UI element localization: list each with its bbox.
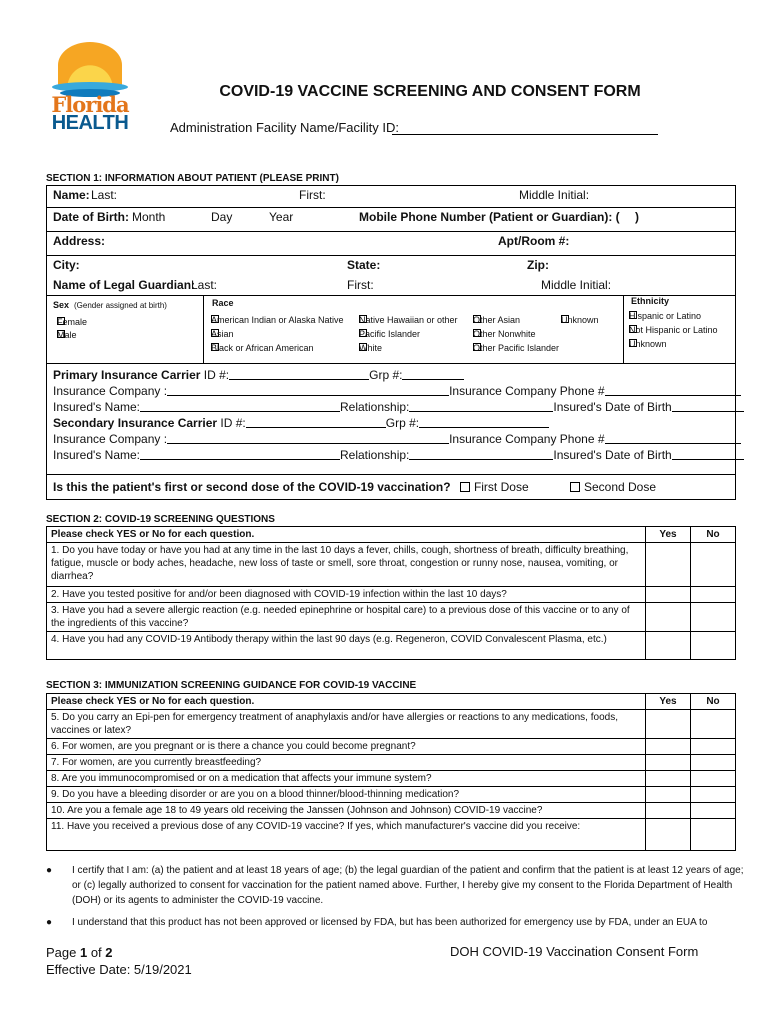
- florida-health-logo: [50, 42, 130, 134]
- question-3: 3. Have you had a severe allergic reaction (e.g. needed epinephrine or hospital care) to a previous dose of this vaccine or to any of the ingredients of this vaccine?: [47, 603, 646, 632]
- primary-company-input[interactable]: [167, 384, 449, 396]
- q6-yes-cell[interactable]: [646, 739, 691, 755]
- middle-initial-field[interactable]: Middle Initial:: [519, 188, 590, 202]
- dose-row: [53, 480, 656, 494]
- dob-year-field[interactable]: Year: [269, 210, 294, 224]
- section3-heading: SECTION 3: IMMUNIZATION SCREENING GUIDANCE FOR COVID-19 VACCINE: [46, 680, 417, 691]
- primary-insured-name-label: Insured's Name:: [53, 400, 140, 414]
- secondary-insured-dob-input[interactable]: [672, 448, 744, 460]
- page-number: Page 1 of 2: [46, 945, 113, 960]
- race-label: Race: [212, 298, 234, 308]
- primary-company-label: Insurance Company :: [53, 384, 168, 398]
- primary-relationship-input[interactable]: [409, 400, 553, 412]
- secondary-insured-dob-label: Insured's Date of Birth: [553, 448, 672, 462]
- primary-phone-label: Insurance Company Phone #: [449, 384, 605, 398]
- sex-note: (Gender assigned at birth): [74, 301, 167, 310]
- q11-no-cell[interactable]: [691, 819, 736, 851]
- question-1: 1. Do you have today or have you had at any time in the last 10 days a fever, chills, cough, shortness of breath, difficulty breathing, fatigue, muscle or body aches, headache, new loss of taste or smell, sore throat, congestion or runny nose, nausea, vomiting, or diarrhea?: [47, 543, 646, 587]
- effective-date: Effective Date: 5/19/2021: [46, 962, 192, 977]
- guardian-last-field[interactable]: Last:: [191, 278, 218, 292]
- q2-no-cell[interactable]: [691, 587, 736, 603]
- primary-phone-input[interactable]: [605, 384, 741, 396]
- q4-no-cell[interactable]: [691, 632, 736, 660]
- primary-insurance-label: Primary Insurance Carrier: [53, 368, 201, 382]
- certify-text-1: I certify that I am: (a) the patient and at least 18 years of age; (b) the legal guardian of the patient and confirm that the patient is at least 12 years of age; or (c) legally authorized to consent for vaccination for the patient named above. Further, I hereby give my consent to the Florida Department of Health (DOH) or its agents to administer the COVID-19 vaccine.: [72, 865, 744, 906]
- facility-label: Administration Facility Name/Facility ID:: [170, 120, 399, 135]
- state-field[interactable]: State:: [347, 258, 381, 272]
- primary-grp-label: Grp #:: [369, 368, 403, 382]
- primary-insured-row: [53, 400, 744, 414]
- primary-grp-input[interactable]: [402, 368, 464, 380]
- primary-id-input[interactable]: [229, 368, 369, 380]
- section3-instruction: Please check YES or No for each question.: [47, 694, 646, 710]
- secondary-id-label: ID #:: [220, 416, 246, 430]
- secondary-relationship-input[interactable]: [409, 448, 553, 460]
- q11-yes-cell[interactable]: [646, 819, 691, 851]
- question-5: 5. Do you carry an Epi-pen for emergency treatment of anaphylaxis and/or have allergies or reactions to any medications, foods, vaccines or latex?: [47, 710, 646, 739]
- zip-field[interactable]: Zip:: [527, 258, 549, 272]
- question-6: 6. For women, are you pregnant or is there a chance you could become pregnant?: [47, 739, 646, 755]
- secondary-company-label: Insurance Company :: [53, 432, 168, 446]
- first-name-field[interactable]: First:: [299, 188, 326, 202]
- yes-header: Yes: [646, 527, 691, 543]
- guardian-first-field[interactable]: First:: [347, 278, 374, 292]
- secondary-grp-input[interactable]: [419, 416, 549, 428]
- primary-insured-name-input[interactable]: [140, 400, 340, 412]
- phone-label: Mobile Phone Number (Patient or Guardian): (: [359, 210, 620, 224]
- apt-field[interactable]: Apt/Room #:: [498, 234, 570, 248]
- bullet-icon-2: ●: [46, 917, 53, 928]
- checkbox-icon[interactable]: [460, 482, 470, 492]
- ethnicity-label: Ethnicity: [631, 296, 670, 306]
- secondary-company-row: [53, 432, 741, 446]
- q3-no-cell[interactable]: [691, 603, 736, 632]
- logo-word-health: HEALTH: [51, 112, 129, 134]
- facility-input[interactable]: [392, 134, 658, 135]
- q7-yes-cell[interactable]: [646, 755, 691, 771]
- secondary-insurance-label: Secondary Insurance Carrier: [53, 416, 218, 430]
- patient-info-box: Name: Last: First: Middle Initial: Date of Birth: Month Day Year Mobile Phone Number (Patient or Guardian): ( ) Address: Apt/Room #: City: State: Zip: Name of Legal Guardian: Last: First: Middle Initial: Sex (Gender assigned at birth) Female Male Race American Indian or Alaska Native Asian Black or African American Native Hawaiian or other Pacific Islander White Other Asian Other Nonwhite Other Pacific Islander Unknown Ethnicity Hispanic or Latino Not Hispanic or Latino Unknown Primary Insurance Carrier ID #: Grp #: Insurance Company : Insurance Company Phone # Insured's Name: Relationship: Insured's Date of Birth Secondary Insurance Carrier ID #: Grp #: Insurance Company : Insurance Company Phone # Insured's Name: Relationship: Insured's Date of Birth Is this the patient's first or second dose of the COVID-19 vaccination? First Dose Second Dose: [46, 185, 736, 500]
- q1-yes-cell[interactable]: [646, 543, 691, 587]
- primary-insured-dob-label: Insured's Date of Birth: [553, 400, 672, 414]
- section1-heading: SECTION 1: INFORMATION ABOUT PATIENT (PLEASE PRINT): [46, 173, 339, 184]
- sex-label: Sex: [53, 300, 70, 310]
- guardian-middle-field[interactable]: Middle Initial:: [541, 278, 612, 292]
- primary-insurance-row: [53, 368, 464, 382]
- form-title: COVID-19 VACCINE SCREENING AND CONSENT FORM: [219, 83, 641, 100]
- q7-no-cell[interactable]: [691, 755, 736, 771]
- address-field[interactable]: Address:: [53, 234, 106, 248]
- no-header: No: [691, 527, 736, 543]
- secondary-phone-label: Insurance Company Phone #: [449, 432, 605, 446]
- q8-yes-cell[interactable]: [646, 771, 691, 787]
- q10-yes-cell[interactable]: [646, 803, 691, 819]
- q3-yes-cell[interactable]: [646, 603, 691, 632]
- dose-question: Is this the patient's first or second dose of the COVID-19 vaccination?: [53, 480, 451, 494]
- form-name: DOH COVID-19 Vaccination Consent Form: [450, 944, 699, 959]
- certify-text-2: I understand that this product has not been approved or licensed by FDA, but has been authorized for emergency use by FDA, under an EUA to: [72, 917, 708, 928]
- footer-left: [46, 944, 192, 978]
- first-dose-option[interactable]: First Dose: [460, 480, 529, 494]
- question-4: 4. Have you had any COVID-19 Antibody therapy within the last 90 days (e.g. Regeneron, COVID Convalescent Plasma, etc.): [47, 632, 646, 660]
- bullet-icon: ●: [46, 865, 53, 876]
- last-name-field[interactable]: Last:: [91, 188, 118, 202]
- yes-header-2: Yes: [646, 694, 691, 710]
- phone-close-paren: ): [635, 210, 639, 224]
- name-label: Name:: [53, 188, 90, 202]
- secondary-phone-input[interactable]: [605, 432, 741, 444]
- secondary-insured-name-input[interactable]: [140, 448, 340, 460]
- q9-yes-cell[interactable]: [646, 787, 691, 803]
- city-field[interactable]: City:: [53, 258, 80, 272]
- q5-yes-cell[interactable]: [646, 710, 691, 739]
- secondary-relationship-label: Relationship:: [340, 448, 410, 462]
- no-header-2: No: [691, 694, 736, 710]
- q8-no-cell[interactable]: [691, 771, 736, 787]
- q5-no-cell[interactable]: [691, 710, 736, 739]
- secondary-insurance-row: [53, 416, 549, 430]
- dob-month-field[interactable]: Month: [132, 210, 166, 224]
- question-7: 7. For women, are you currently breastfeeding?: [47, 755, 646, 771]
- screening-table: [46, 526, 736, 660]
- section2-heading: SECTION 2: COVID-19 SCREENING QUESTIONS: [46, 514, 275, 525]
- logo-word-florida: Florida: [51, 92, 129, 117]
- guardian-label: Name of Legal Guardian:: [53, 278, 196, 292]
- question-9: 9. Do you have a bleeding disorder or are you on a blood thinner/blood-thinning medication?: [47, 787, 646, 803]
- secondary-id-input[interactable]: [246, 416, 386, 428]
- primary-insured-dob-input[interactable]: [672, 400, 744, 412]
- immunization-table: [46, 693, 736, 851]
- secondary-grp-label: Grp #:: [385, 416, 420, 430]
- secondary-company-input[interactable]: [167, 432, 449, 444]
- second-dose-option[interactable]: Second Dose: [570, 480, 656, 494]
- question-10: 10. Are you a female age 18 to 49 years old receiving the Janssen (Johnson and Johnson) COVID-19 vaccine?: [47, 803, 646, 819]
- question-8: 8. Are you immunocompromised or on a medication that affects your immune system?: [47, 771, 646, 787]
- q9-no-cell[interactable]: [691, 787, 736, 803]
- q6-no-cell[interactable]: [691, 739, 736, 755]
- question-2: 2. Have you tested positive for and/or been diagnosed with COVID-19 infection within the last 10 days?: [47, 587, 646, 603]
- secondary-insured-name-label: Insured's Name:: [53, 448, 140, 462]
- q10-no-cell[interactable]: [691, 803, 736, 819]
- primary-company-row: [53, 384, 741, 398]
- primary-id-label: ID #:: [203, 368, 230, 382]
- q2-yes-cell[interactable]: [646, 587, 691, 603]
- secondary-insured-row: [53, 448, 744, 462]
- section2-instruction: Please check YES or No for each question.: [47, 527, 646, 543]
- dob-label: Date of Birth:: [53, 210, 129, 224]
- q4-yes-cell[interactable]: [646, 632, 691, 660]
- primary-relationship-label: Relationship:: [340, 400, 410, 414]
- dob-day-field[interactable]: Day: [211, 210, 233, 224]
- question-11: 11. Have you received a previous dose of any COVID-19 vaccine? If yes, which manufacturer's vaccine did you receive:: [47, 819, 646, 851]
- checkbox-icon[interactable]: [570, 482, 580, 492]
- q1-no-cell[interactable]: [691, 543, 736, 587]
